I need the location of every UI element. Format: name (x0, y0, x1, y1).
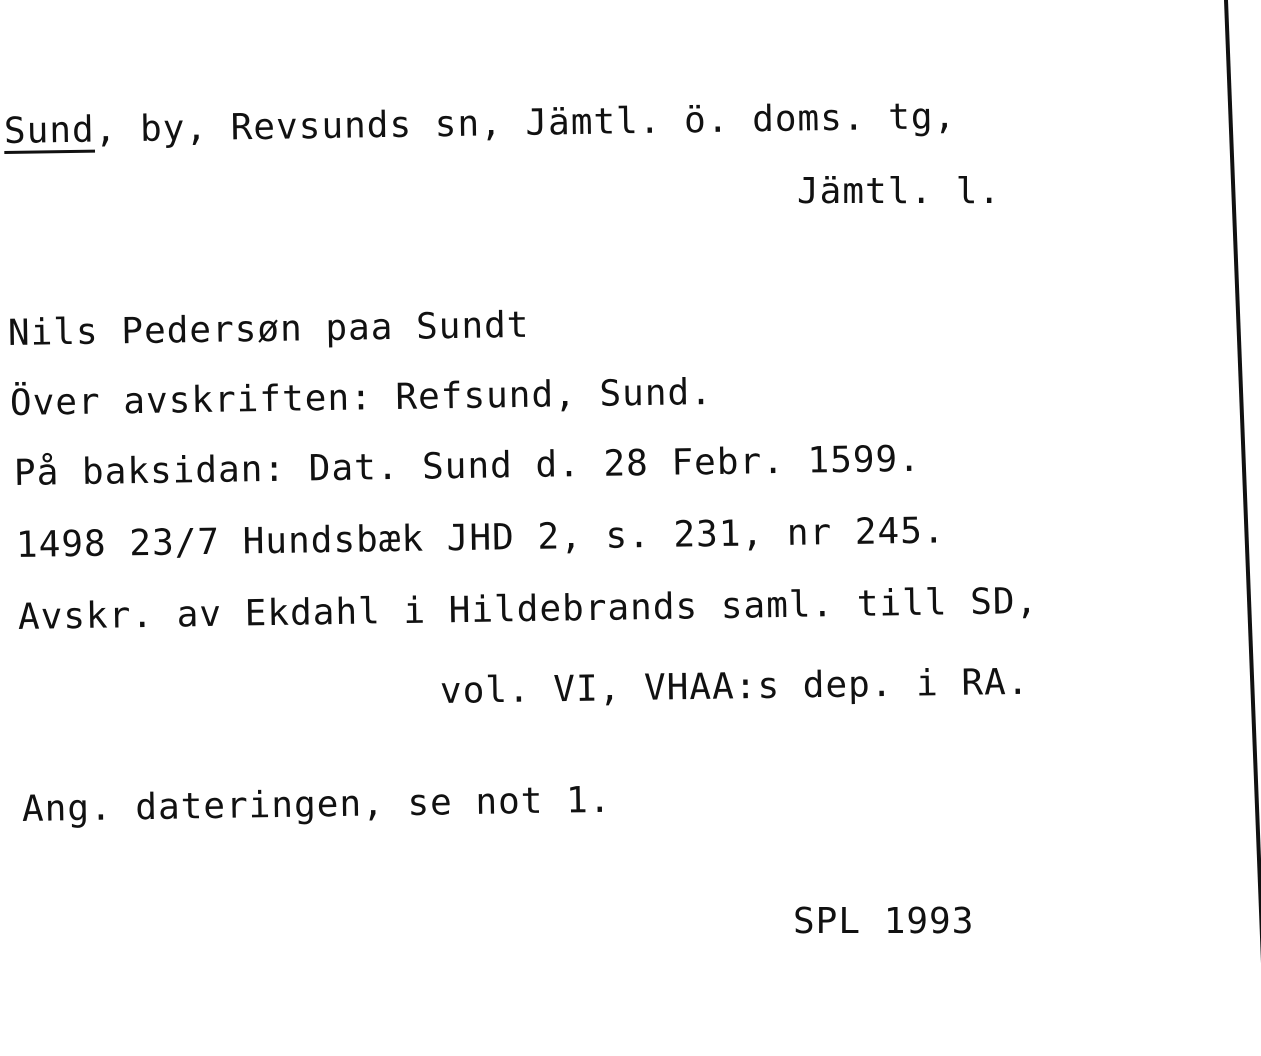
place-description: , by, Revsunds sn, Jämtl. ö. doms. tg, (94, 96, 957, 151)
person-name-line: Nils Pedersøn paa Sundt (7, 304, 530, 354)
copy-source-line: Avskr. av Ekdahl i Hildebrands saml. till SD, (17, 580, 1039, 638)
card-edge-line (1224, 0, 1261, 1056)
dating-note-line: Ang. dateringen, se not 1. (21, 779, 612, 830)
signature: SPL 1993 (793, 901, 975, 942)
reference-line: 1498 23/7 Hundsbæk JHD 2, s. 231, nr 245. (15, 510, 946, 566)
reverse-side-line: På baksidan: Dat. Sund d. 28 Febr. 1599. (13, 438, 922, 494)
over-transcript-line: Över avskriften: Refsund, Sund. (9, 371, 714, 424)
heading-continuation: Jämtl. l. (797, 171, 1002, 212)
place-name: Sund (3, 109, 96, 152)
heading-line (4, 97, 957, 152)
copy-source-continuation: vol. VI, VHAA:s dep. i RA. (439, 661, 1030, 712)
